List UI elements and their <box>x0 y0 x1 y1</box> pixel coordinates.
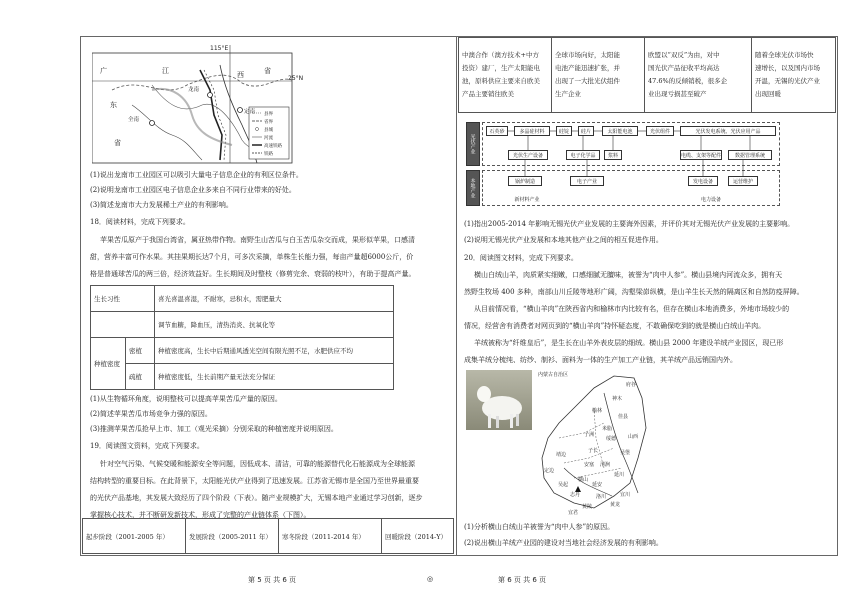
svg-text:宜川: 宜川 <box>620 492 631 498</box>
page-5-footer: 第 5 页 共 6 页 <box>248 576 297 584</box>
svg-text:府谷: 府谷 <box>626 382 637 388</box>
svg-text:米脂: 米脂 <box>602 426 613 432</box>
q19-para: 结构转型的重要目标。在此背景下，太阳能光伏产业得到了迅速发展。江苏省无锡市是全国乃至世界最重要 <box>90 477 419 485</box>
q19-para: 的光伏产品基地，其发展大致经历了四个阶段（下表）。随产业规模扩大，无锡本地产业通过学习创新，逐步 <box>90 494 423 502</box>
q20-heading: 20．阅读图文材料，完成下列要求。 <box>464 254 578 262</box>
chain-box: 光伏组件 <box>646 126 674 136</box>
q20-question-1: (1)分析横山白绒山羊被誉为“肉中人参”的原因。 <box>464 523 615 531</box>
svg-text:吴起: 吴起 <box>558 482 569 488</box>
q20-para: 成集羊绒分梳纯、纺纱、制衫、面料为一体的生产加工产业链，其羊绒产品远销国内外。 <box>464 356 737 364</box>
svg-text:省: 省 <box>264 67 271 75</box>
stage-4-desc: 随着全球光伏市场快 速增长，以及国内市场 开温，无锡的光伏产业 出现回暖 <box>752 38 836 113</box>
svg-text:定边: 定边 <box>544 468 555 474</box>
local-industry-label: 电力设备 <box>692 194 730 204</box>
svg-text:县城: 县城 <box>264 128 273 133</box>
svg-text:黄龙: 黄龙 <box>610 502 621 508</box>
goat-icon <box>466 370 532 430</box>
chain-box: 石英砂 <box>486 126 508 136</box>
q18-para: 甜，营养丰富可作水果。其挂果期长达7个月，可多次采摘，单株生长能力强，每亩产量超6000公斤，价 <box>90 253 414 261</box>
cell-sparse-label: 疏植 <box>126 364 155 390</box>
svg-text:县界: 县界 <box>264 112 273 117</box>
cell-growth-habit-value: 喜光喜温喜湿，不耐寒，忌积水，需肥量大 <box>155 286 394 312</box>
q18-para: 苹果苦瓜原产于我国台湾省，属亚热带作物。南野生山苦瓜与白玉苦瓜杂交而成，果形似苹果，口感清 <box>100 236 415 244</box>
stage-3-desc: 欧盟以“双反”为由，对中 国光伏产品征收平均高达 47.6%的反倾销税，很多企 业出现亏损甚至破产 <box>645 38 752 113</box>
svg-text:龙南: 龙南 <box>188 87 200 93</box>
svg-text:省界: 省界 <box>264 120 273 125</box>
svg-text:江: 江 <box>162 67 169 75</box>
equipment-box: 浆料 <box>604 150 622 160</box>
bitter-melon-table <box>90 285 394 390</box>
q20-para: 情况，经营舍有消费者对网页到的“横山羊肉”持怀疑态度，不敢确保吃到的就是横山白绒山羊肉。 <box>464 322 766 330</box>
q19-question-2: (2)说明无锡光伏产业发展和本地其他产业之间的相互促进作用。 <box>464 236 663 244</box>
q19-heading: 19．阅读图文资料，完成下列要求。 <box>90 442 204 450</box>
side-label-local: 本地产业 <box>466 170 480 206</box>
cell-sparse-value: 种植密度低，生长前期产量无法充分保证 <box>155 364 394 390</box>
chain-box: 硅锭 <box>556 126 572 136</box>
svg-text:榆林: 榆林 <box>592 408 603 414</box>
q20-para: 从目前情况看，“横山羊肉”在陕西省内和榆林市内比较有名，但存在横山本地消费多，外地市场较少的 <box>474 305 790 313</box>
svg-text:佳县: 佳县 <box>618 414 629 420</box>
industry-chain-diagram <box>466 120 782 210</box>
chain-box: 光伏发电系统、光伏应用产品 <box>680 126 776 136</box>
svg-text:子长: 子长 <box>588 448 599 454</box>
page-6-footer: 第 6 页 共 6 页 <box>498 576 547 584</box>
svg-text:黄陵: 黄陵 <box>582 504 593 510</box>
q18-para: 格是普通球苦瓜的两三倍，经济效益好。生长期间及时整枝（修剪完余、衰弱的枝叶），有助于提高产量。 <box>90 270 416 278</box>
cell-dense-label: 密植 <box>126 338 155 364</box>
q18-question-3: (3)推测苹果苦瓜抢早上市、加工（观光采摘）分别采取的种植密度并说明原因。 <box>90 425 338 433</box>
q19-para: 掌握核心技术，并不断研发新技术，形成了完整的产业链体系（下图）。 <box>90 511 311 519</box>
cell-dense-value: 种植密度高，生长中后期通风透光空间有限光照不足，水肥供应不均 <box>155 338 394 364</box>
diagram-arrows <box>466 120 782 210</box>
latitude-label: 25°N <box>288 75 304 82</box>
svg-text:吴堡: 吴堡 <box>620 450 631 456</box>
cell-empty-label <box>91 312 155 338</box>
svg-text:清涧: 清涧 <box>600 462 611 468</box>
map-question-3: (3)简述龙南市大力发展稀土产业的有利影响。 <box>90 201 233 209</box>
chain-box: 多晶硅材料 <box>514 126 550 136</box>
column-divider <box>456 36 457 556</box>
local-box: 运营维护 <box>728 176 758 186</box>
map-question-1: (1)说出龙南市工业园区可以吸引大量电子信息企业的有利区位条件。 <box>90 171 303 179</box>
svg-text:洛川: 洛川 <box>596 494 607 500</box>
svg-text:西: 西 <box>237 71 244 79</box>
stage-4-label: 回暖阶段（2014-Y） <box>382 519 454 554</box>
equipment-box: 电子化学品 <box>566 150 600 160</box>
svg-text:安塞: 安塞 <box>584 462 595 468</box>
svg-text:靖边: 靖边 <box>556 452 567 458</box>
svg-text:定南: 定南 <box>244 109 256 115</box>
svg-text:铁路: 铁路 <box>264 152 273 157</box>
chain-box: 硅片 <box>578 126 594 136</box>
q19-para: 针对空气污染、气候变暖和能源安全等问题，因低成本、清洁，可靠的能源替代化石能源成为全球能源 <box>100 460 415 468</box>
svg-text:东: 东 <box>110 101 117 109</box>
center-mark: ◎ <box>427 575 434 583</box>
local-box: 电子产业 <box>570 176 604 186</box>
svg-text:高速铁路: 高速铁路 <box>264 144 282 149</box>
chain-box: 太阳能电池 <box>602 126 638 136</box>
stage-header-table <box>82 518 454 554</box>
svg-text:省: 省 <box>114 139 121 147</box>
svg-text:子洲: 子洲 <box>584 432 595 438</box>
stage-3-label: 寒冬阶段（2011-2014 年） <box>279 519 382 554</box>
q20-para: 横山白绒山羊，肉质紧实细嫩，口感细腻无膻味，被誉为“肉中人参”。横山县境内河流众多，拥有天 <box>474 271 783 279</box>
cell-growth-habit-label: 生长习性 <box>91 286 155 312</box>
svg-text:横山: 横山 <box>578 477 589 483</box>
svg-text:志丹: 志丹 <box>570 492 581 498</box>
map-question-2: (2)说明龙南市工业园区电子信息企业多来自不同行业带来的好处。 <box>90 186 296 194</box>
goat-photo <box>466 370 532 430</box>
q20-question-2: (2)说出横山羊绒产业园的建设对当地社会经济发展的有利影响。 <box>464 539 663 547</box>
longitude-label: 115°E <box>210 45 229 52</box>
q20-para: 然野生牧场 400 多种，南部山川丘陵等地形广阔，沟壑梁峁纵横，是山羊生长天然的隔离区和自然防疫屏障。 <box>464 288 804 296</box>
q20-para: 羊绒被称为“纤维皇后”，是生长在山羊外表皮层的细绒。横山县 2000 年建设羊绒产业园区，现已形 <box>474 339 784 347</box>
q19-question-1: (1)指出2005-2014 年影响无锡光伏产业发展的主要海外因素，并评价其对无锡光伏产业发展的主要影响。 <box>464 220 795 228</box>
stage-2-label: 发展阶段（2005-2011 年） <box>186 519 279 554</box>
q18-question-2: (2)简述苹果苦瓜市场竞争力强的原因。 <box>90 410 212 418</box>
stage-1-label: 起步阶段（2001-2005 年） <box>83 519 186 554</box>
svg-text:宜君: 宜君 <box>568 510 579 516</box>
svg-text:内蒙古自治区: 内蒙古自治区 <box>538 372 569 378</box>
svg-text:山西: 山西 <box>628 434 639 440</box>
local-box: 锅炉制造 <box>508 176 542 186</box>
hengshan-map <box>534 368 654 518</box>
q18-heading: 18．阅读材料，完成下列要求。 <box>90 218 190 226</box>
svg-text:绥德: 绥德 <box>606 436 617 442</box>
cell-effect-value: 调节血糖，降血压，清热消炎、抗氧化等 <box>155 312 394 338</box>
stage-2-desc: 全球市场向好，太阳能 电池产能迅速扩张，并 出现了一大批光伏组件 生产企业 <box>552 38 645 113</box>
stage-1-desc: 中澳合作（澳方技术+中方 投资）建厂，生产太阳能电 池，原料供应主要来自欧美 产品主要销往欧美 <box>459 38 552 113</box>
equipment-box: 光伏生产设备 <box>508 150 548 160</box>
svg-text:河流: 河流 <box>264 136 273 141</box>
local-industry-label: 新材料产业 <box>508 194 546 204</box>
equipment-box: 数据管理系统 <box>728 150 772 160</box>
cell-density-label: 种植密度 <box>91 338 126 390</box>
stage-description-table <box>458 37 836 113</box>
svg-text:延安: 延安 <box>592 482 603 488</box>
svg-text:神木: 神木 <box>612 396 623 402</box>
svg-text:广: 广 <box>100 67 107 75</box>
local-box: 发电设备 <box>688 176 718 186</box>
svg-text:全南: 全南 <box>128 117 140 123</box>
side-label-pv: 光伏产业 <box>466 122 480 166</box>
equipment-box: 电缆、支架等配件 <box>680 150 722 160</box>
longnan-map <box>92 45 302 165</box>
q18-question-1: (1)从生物循环角度，说明整枝可以提高苹果苦瓜产量的原因。 <box>90 395 282 403</box>
svg-text:延川: 延川 <box>614 472 625 478</box>
